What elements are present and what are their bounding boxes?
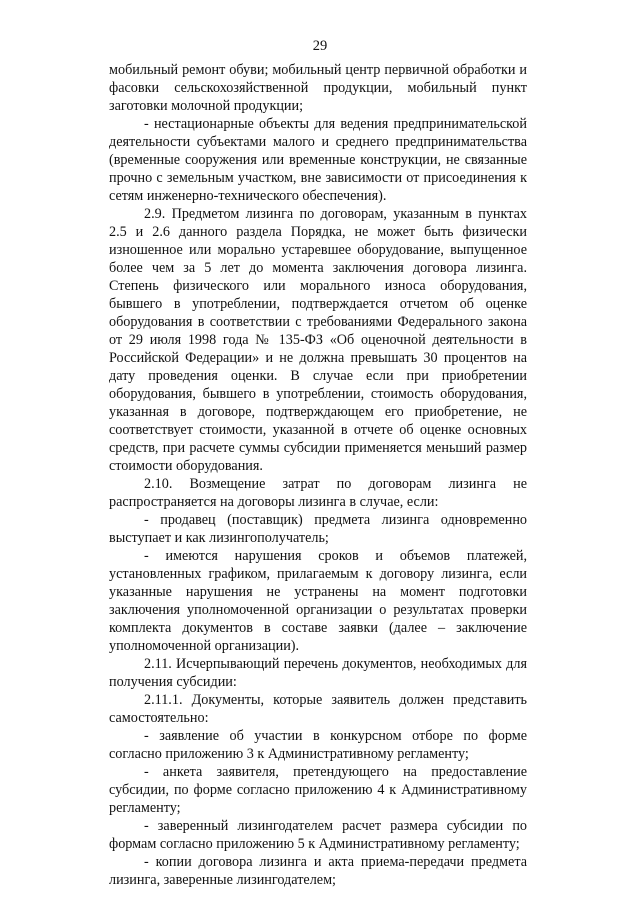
paragraph-application: - заявление об участии в конкурсном отборе по форме согласно приложению 3 к Административному регламенту; bbox=[109, 728, 527, 762]
paragraph-subsidy-calculation: - заверенный лизингодателем расчет размера субсидии по формам согласно приложению 5 к Административному регламенту; bbox=[109, 818, 527, 852]
paragraph-seller-is-lessee: - продавец (поставщик) предмета лизинга одновременно выступает и как лизингополучатель; bbox=[109, 512, 527, 546]
paragraph-2-11-1: 2.11.1. Документы, которые заявитель должен представить самостоятельно: bbox=[109, 692, 527, 726]
paragraph-2-10: 2.10. Возмещение затрат по договорам лизинга не распространяется на договоры лизинга в случае, если: bbox=[109, 476, 527, 510]
paragraph-leasing-copies: - копии договора лизинга и акта приема-передачи предмета лизинга, заверенные лизингодателем; bbox=[109, 854, 527, 888]
paragraph-2-11: 2.11. Исчерпывающий перечень документов, необходимых для получения субсидии: bbox=[109, 656, 527, 690]
paragraph-nonstationary-objects: - нестационарные объекты для ведения предпринимательской деятельности субъектами малого и среднего предпринимательства (временные сооружения или временные конструкции, не связанные прочно с земельным участком, вне зависимости от присоединения к сетям инженерно-технического обеспечения). bbox=[109, 116, 527, 204]
paragraph-continuation: мобильный ремонт обуви; мобильный центр первичной обработки и фасовки сельскохозяйственной продукции, мобильный пункт заготовки молочной продукции; bbox=[109, 62, 527, 114]
page-number: 29 bbox=[312, 38, 328, 54]
paragraph-payment-violations: - имеются нарушения сроков и объемов платежей, установленных графиком, прилагаемым к договору лизинга, если указанные нарушения не устранены на момент подготовки заключения уполномоченной организации о результатах проверки комплекта документов в составе заявки (далее – заключение уполномоченной организации). bbox=[109, 548, 527, 654]
paragraph-questionnaire: - анкета заявителя, претендующего на предоставление субсидии, по форме согласно приложению 4 к Административному регламенту; bbox=[109, 764, 527, 816]
body-text bbox=[109, 61, 527, 889]
paragraph-2-9: 2.9. Предметом лизинга по договорам, указанным в пунктах 2.5 и 2.6 данного раздела Порядка, не может быть физически изношенное или морально устаревшее оборудование, выпущенное более чем за 5 лет до момента заключения договора лизинга. Степень физического или морального износа оборудования, бывшего в употреблении, подтверждается отчетом об оценке оборудования в соответствии с требованиями Федерального закона от 29 июля 1998 года № 135-ФЗ «Об оценочной деятельности в Российской Федерации» и не должна превышать 30 процентов на дату проведения оценки. В случае если при приобретении оборудования, бывшего в употреблении, стоимость оборудования, указанная в договоре, подтверждающем его приобретение, не соответствует стоимости, указанной в отчете об оценке основных средств, при расчете суммы субсидии применяется меньший размер стоимости оборудования. bbox=[109, 206, 527, 474]
